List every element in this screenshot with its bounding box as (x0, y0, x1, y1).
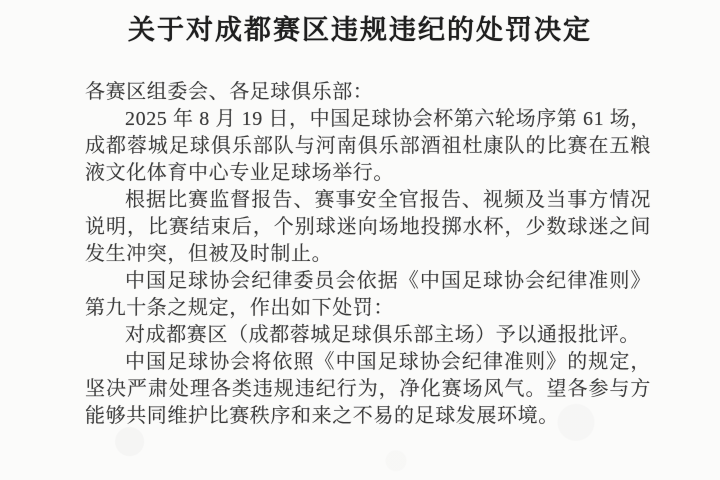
paragraph-match-info: 2025 年 8 月 19 日，中国足球协会杯第六轮场序第 61 场，成都蓉城足球俱乐部队与河南俱乐部酒祖杜康队的比赛在五粮液文化体育中心专业足球场举行。 (85, 108, 651, 184)
salutation-line: 各赛区组委会、各足球俱乐部： (85, 81, 374, 103)
paragraph-legal-basis: 中国足球协会纪律委员会依据《中国足球协会纪律准则》第九十条之规定，作出如下处罚： (85, 270, 651, 319)
document-title: 关于对成都赛区违规违纪的处罚决定 (128, 15, 592, 45)
paragraph-incident-description: 根据比赛监督报告、赛事安全官报告、视频及当事方情况说明，比赛结束后，个别球迷向场地投掷水杯，少数球迷之间发生冲突，但被及时制止。 (85, 189, 651, 265)
paragraph-closing-statement: 中国足球协会将依照《中国足球协会纪律准则》的规定，坚决严肃处理各类违规违纪行为，净化赛场风气。望各参与方能够共同维护比赛秩序和来之不易的足球发展环境。 (85, 351, 651, 427)
document-body (85, 79, 651, 430)
paragraph-penalty-decision: 对成都赛区（成都蓉城足球俱乐部主场）予以通报批评。 (125, 324, 640, 346)
